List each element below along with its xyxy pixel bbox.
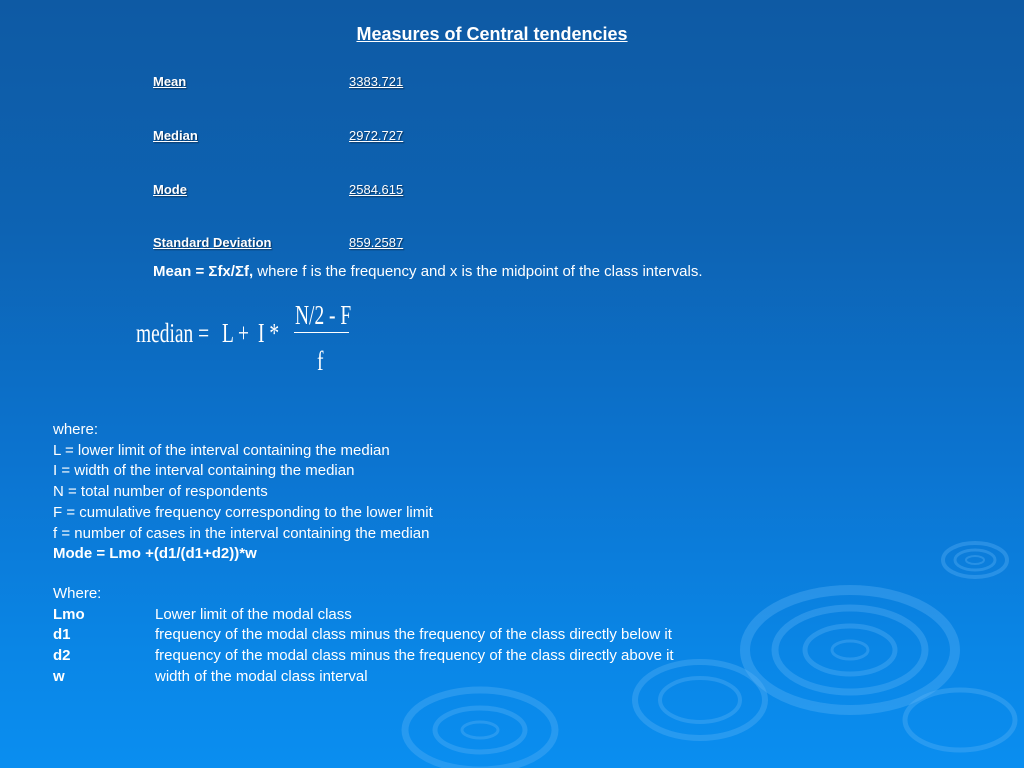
stat-label-mode: Mode	[153, 182, 187, 197]
mode-term-row	[53, 625, 672, 646]
mean-formula-explanation: where f is the frequency and x is the midpoint of the class intervals.	[253, 263, 703, 280]
definition-line: N = total number of respondents	[53, 483, 268, 501]
mode-definitions	[53, 584, 674, 687]
median-equation	[130, 296, 370, 386]
mode-term: w	[53, 667, 65, 685]
mode-term-row	[53, 646, 674, 667]
mode-term-definition: width of the modal class interval	[155, 667, 368, 685]
mode-formula: Mode = Lmo +(d1/(d1+d2))*w	[53, 545, 257, 563]
definition-line: I = width of the interval containing the median	[53, 462, 355, 480]
median-definitions	[53, 420, 433, 565]
definition-line: L = lower limit of the interval containing the median	[53, 441, 390, 459]
median-equation-numerator: N/2 - F	[295, 300, 352, 330]
mode-term: d2	[53, 647, 71, 665]
mode-term: Lmo	[53, 605, 85, 623]
where-heading: where:	[53, 421, 99, 438]
mode-term-row	[53, 605, 352, 626]
stat-value-mode: 2584.615	[349, 182, 404, 197]
mode-term: d1	[53, 626, 71, 644]
stat-label-standard-deviation: Standard Deviation	[153, 235, 272, 250]
mean-formula	[153, 263, 703, 280]
mode-term-definition: frequency of the modal class minus the frequency of the class directly below it	[155, 626, 672, 644]
median-equation-lhs: median =	[136, 318, 210, 348]
mode-term-row	[53, 667, 368, 688]
mode-where-heading: Where:	[53, 585, 102, 602]
mean-formula-expression: Mean = Σfx/Σf,	[153, 263, 254, 280]
fraction-bar	[294, 332, 349, 333]
stat-value-mean: 3383.721	[349, 74, 404, 89]
mode-term-definition: frequency of the modal class minus the frequency of the class directly above it	[155, 647, 674, 665]
page-title: Measures of Central tendencies	[356, 24, 628, 44]
definition-line: F = cumulative frequency corresponding to the lower limit	[53, 503, 433, 521]
stat-label-median: Median	[153, 128, 198, 143]
stat-value-median: 2972.727	[349, 128, 404, 143]
median-equation-i-term: I *	[258, 318, 280, 348]
stat-label-mean: Mean	[153, 74, 187, 89]
stat-value-standard-deviation: 859.2587	[349, 235, 404, 250]
mode-term-definition: Lower limit of the modal class	[155, 605, 352, 623]
definition-line: f = number of cases in the interval containing the median	[53, 524, 430, 542]
median-equation-l-term: L +	[222, 318, 249, 348]
median-equation-denominator: f	[317, 346, 324, 376]
